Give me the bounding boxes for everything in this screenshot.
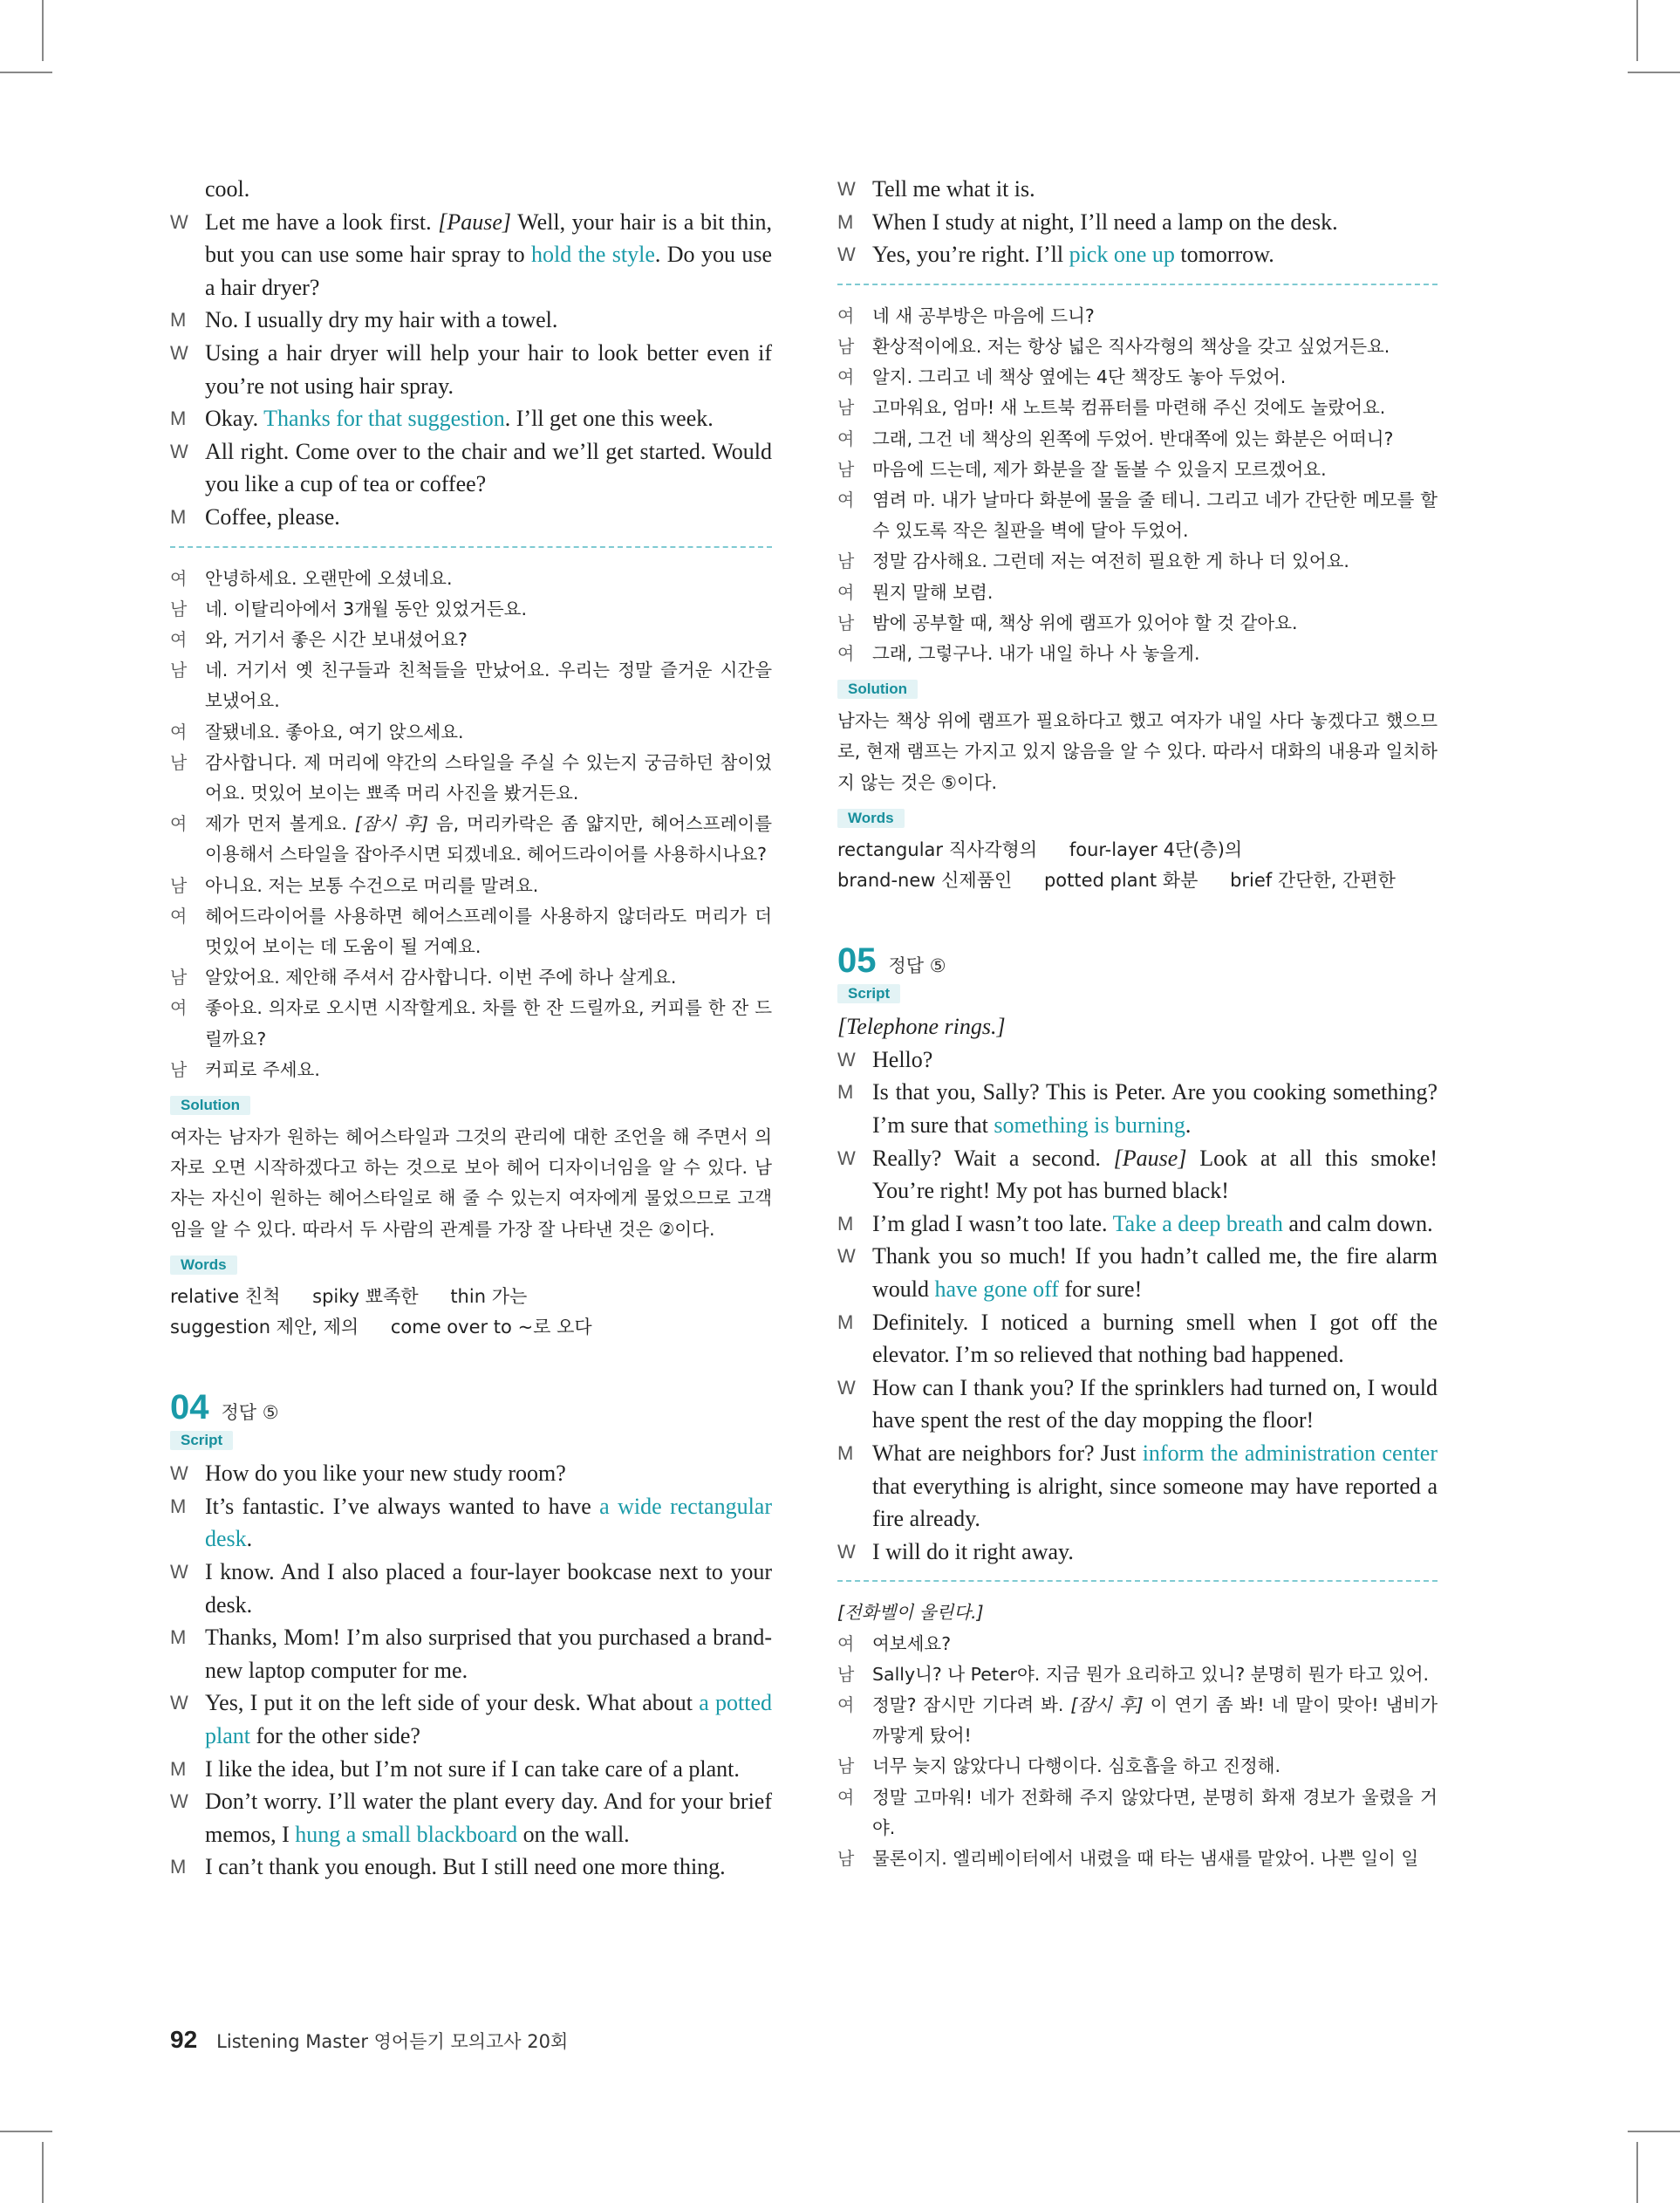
translation-line	[170, 962, 772, 993]
speaker-label: W	[170, 440, 188, 462]
line-text: 감사합니다. 제 머리에 약간의 스타일을 주실 수 있는지 궁금하던 참이었어요. 멋있어 보이는 뾰족 머리 사진을 봤거든요.	[205, 751, 772, 804]
words-list	[837, 835, 1438, 896]
left-column	[170, 173, 772, 1884]
question-number: 05	[837, 941, 877, 981]
line-text: I will do it right away.	[872, 1538, 1074, 1564]
translation-line	[170, 993, 772, 1054]
dashed-divider	[837, 1580, 1438, 1582]
line-text: 물론이지. 엘리베이터에서 내렸을 때 타는 냄새를 맡았어. 나쁜 일이 일	[872, 1847, 1419, 1869]
speaker-label: W	[170, 1790, 188, 1813]
dialogue-line	[837, 206, 1438, 239]
dialogue-line	[170, 1851, 772, 1884]
dialogue-line	[837, 173, 1438, 206]
dashed-divider	[170, 546, 772, 548]
line-text: 밤에 공부할 때, 책상 위에 램프가 있어야 할 것 같아요.	[872, 612, 1298, 633]
line-text: 그래, 그건 네 책상의 왼쪽에 두었어. 반대쪽에 있는 화분은 어떠니?	[872, 428, 1394, 449]
line-text: Really? Wait a second. [Pause] Look at all this smoke! You’re right! My pot has burned black!	[872, 1145, 1438, 1204]
speaker-label: 남	[170, 751, 188, 773]
line-text: I like the idea, but I’m not sure if I can take care of a plant.	[205, 1755, 740, 1782]
speaker-label: W	[170, 210, 188, 233]
line-text: 와, 거기서 좋은 시간 보내셨어요?	[205, 628, 468, 650]
question-05-header	[837, 941, 1438, 981]
speaker-label: 남	[837, 458, 855, 480]
line-text: 마음에 드는데, 제가 화분을 잘 돌볼 수 있을지 모르겠어요.	[872, 458, 1327, 480]
speaker-label: M	[170, 407, 187, 430]
dialogue-line	[837, 1076, 1438, 1141]
line-text: How do you like your new study room?	[205, 1461, 566, 1487]
translation-line	[837, 1844, 1438, 1874]
line-text: 정말 감사해요. 그런데 저는 여전히 필요한 게 하나 더 있어요.	[872, 551, 1349, 572]
dialogue-line	[837, 1043, 1438, 1077]
translation-line	[837, 301, 1438, 332]
dialogue-line	[170, 1621, 772, 1686]
speaker-label: 남	[837, 1663, 855, 1685]
translation-line	[837, 1690, 1438, 1751]
line-text: 커피로 주세요.	[205, 1058, 320, 1080]
word-item: brand-new 신제품인	[837, 870, 1013, 892]
dialogue-line	[170, 501, 772, 534]
line-text: 여보세요?	[872, 1632, 952, 1654]
speaker-label: W	[170, 1560, 188, 1583]
speaker-label: W	[170, 1692, 188, 1714]
highlighted-phrase: have gone off	[934, 1276, 1059, 1302]
speaker-label: M	[837, 1441, 854, 1464]
line-text: Tell me what it is.	[872, 176, 1035, 202]
speaker-label: 여	[170, 721, 188, 742]
speaker-label: M	[170, 1495, 187, 1517]
translation-stage-direction: [전화벨이 울린다.]	[837, 1602, 984, 1624]
solution-text: 남자는 책상 위에 램프가 필요하다고 했고 여자가 내일 사다 놓겠다고 했으므로, 현재 램프는 가지고 있지 않음을 알 수 있다. 따라서 대화의 내용과 일치하지 않는 것은 ⑤이다.	[837, 710, 1438, 793]
word-item: come over to ~로 오다	[390, 1317, 592, 1338]
translation-line	[837, 1659, 1438, 1690]
speaker-label: 여	[837, 1693, 855, 1715]
translation-block	[170, 564, 772, 1085]
translation-line	[170, 625, 772, 655]
speaker-label: 남	[837, 551, 855, 572]
speaker-label: W	[837, 178, 856, 200]
solution-badge: Solution	[170, 1096, 250, 1115]
dialogue-line	[170, 402, 772, 435]
words-badge: Words	[170, 1255, 237, 1275]
dialogue-line	[170, 1686, 772, 1752]
dialogue-line	[837, 1536, 1438, 1569]
line-text: Let me have a look first. [Pause] Well, your hair is a bit thin, but you can use some hair spray to hold the style. Do you use a hair dryer?	[205, 209, 772, 300]
dialogue-line	[170, 1457, 772, 1490]
stage-direction: [Pause]	[1113, 1145, 1187, 1171]
word-item: four-layer 4단(층)의	[1069, 838, 1243, 860]
word-item: suggestion 제안, 제의	[170, 1317, 359, 1338]
line-text: 아니요. 저는 보통 수건으로 머리를 말려요.	[205, 874, 539, 896]
translation-line	[837, 546, 1438, 577]
stage-direction: [잠시 후]	[1070, 1693, 1144, 1715]
script-continuation	[837, 173, 1438, 271]
script-block	[837, 1043, 1438, 1569]
line-text: All right. Come over to the chair and we’ll get started. Would you like a cup of tea or coffee?	[205, 438, 772, 497]
speaker-label: 여	[837, 643, 855, 665]
translation-line	[170, 871, 772, 901]
highlighted-phrase: hold the style	[530, 242, 655, 268]
page-footer	[170, 2026, 568, 2054]
dialogue-line	[170, 1556, 772, 1621]
crop-mark	[1636, 2142, 1638, 2203]
crop-mark	[1628, 72, 1680, 73]
speaker-label: 여	[170, 813, 188, 835]
speaker-label: M	[170, 505, 187, 528]
line-text: 정말 고마워! 네가 전화해 주지 않았다면, 분명히 화재 경보가 울렸을 거야.	[872, 1786, 1438, 1838]
dashed-divider	[837, 284, 1438, 285]
word-item: rectangular 직사각형의	[837, 838, 1038, 860]
speaker-label: 남	[837, 1847, 855, 1869]
line-text: Using a hair dryer will help your hair to look better even if you’re not using hair spray.	[205, 339, 772, 399]
translation-line	[837, 639, 1438, 669]
translation-line	[837, 485, 1438, 546]
dialogue-line	[837, 238, 1438, 271]
dialogue-line	[170, 206, 772, 304]
solution-badge: Solution	[837, 680, 918, 699]
word-item: relative 친척	[170, 1285, 281, 1307]
line-text: 안녕하세요. 오랜만에 오셨네요.	[205, 567, 453, 589]
dialogue-line	[170, 1490, 772, 1556]
speaker-label: 남	[837, 397, 855, 419]
translation-block	[837, 1629, 1438, 1875]
line-text: Yes, you’re right. I’ll pick one up tomorrow.	[872, 242, 1274, 268]
word-item: potted plant 화분	[1043, 870, 1199, 892]
right-column	[837, 173, 1438, 1874]
words-list	[170, 1282, 772, 1343]
script-badge: Script	[837, 984, 900, 1003]
speaker-label: 여	[170, 905, 188, 927]
highlighted-phrase: something is burning	[994, 1112, 1185, 1139]
line-text: How can I thank you? If the sprinklers had turned on, I would have spent the rest of the day mopping the floor!	[872, 1374, 1438, 1433]
speaker-label: W	[837, 243, 856, 266]
translation-line	[837, 608, 1438, 639]
speaker-label: 남	[170, 598, 188, 619]
line-text: No. I usually dry my hair with a towel.	[205, 307, 558, 333]
translation-line	[837, 1751, 1438, 1782]
crop-mark	[1628, 2131, 1680, 2132]
speaker-label: 여	[170, 628, 188, 650]
question-04-header	[170, 1388, 772, 1427]
stage-direction: [Pause]	[438, 209, 511, 235]
speaker-label: 남	[837, 612, 855, 633]
line-text: Don’t worry. I’ll water the plant every day. And for your brief memos, I hung a small blackboard on the wall.	[205, 1789, 772, 1847]
speaker-label: W	[170, 1462, 188, 1485]
speaker-label: 여	[837, 489, 855, 510]
crop-mark	[0, 72, 52, 73]
line-text: I know. And I also placed a four-layer bookcase next to your desk.	[205, 1558, 772, 1618]
footer-title: Listening Master 영어듣기 모의고사 20회	[216, 2031, 569, 2052]
script-continuation	[170, 173, 772, 534]
speaker-label: 남	[170, 874, 188, 896]
answer-label: 정답 ⑤	[221, 1402, 279, 1424]
dialogue-line	[170, 337, 772, 402]
line-text: I’m glad I wasn’t too late. Take a deep breath and calm down.	[872, 1210, 1433, 1236]
dialogue-line	[837, 1208, 1438, 1241]
line-text: 뭔지 말해 보렴.	[872, 581, 994, 603]
speaker-label: W	[837, 1048, 856, 1071]
page-number: 92	[170, 2026, 198, 2053]
line-text: 그래, 그렇구나. 내가 내일 하나 사 놓을게.	[872, 643, 1200, 665]
speaker-label: W	[837, 1146, 856, 1169]
line-text: When I study at night, I’ll need a lamp on the desk.	[872, 209, 1338, 235]
translation-line	[837, 362, 1438, 393]
translation-line	[837, 455, 1438, 485]
crop-mark	[42, 2142, 44, 2203]
translation-line	[170, 901, 772, 962]
highlighted-phrase: pick one up	[1069, 242, 1175, 268]
crop-mark	[42, 0, 44, 61]
line-text: 네 새 공부방은 마음에 드니?	[872, 304, 1095, 326]
answer-label: 정답 ⑤	[888, 955, 946, 977]
speaker-label: 여	[837, 581, 855, 603]
speaker-label: M	[837, 210, 854, 233]
line-text: Coffee, please.	[205, 503, 340, 530]
translation-line	[170, 717, 772, 748]
dialogue-line	[837, 1372, 1438, 1437]
line-text: Definitely. I noticed a burning smell when I got off the elevator. I’m so relieved that nothing bad happened.	[872, 1309, 1438, 1368]
highlighted-phrase: hung a small blackboard	[295, 1821, 518, 1847]
translation-line	[170, 1055, 772, 1085]
dialogue-line	[170, 1785, 772, 1851]
translation-line	[170, 564, 772, 594]
translation-line	[837, 578, 1438, 608]
speaker-label: 남	[837, 335, 855, 357]
words-badge: Words	[837, 809, 905, 828]
speaker-label: 여	[837, 1632, 855, 1654]
translation-line	[837, 1782, 1438, 1844]
line-text: 잘됐네요. 좋아요, 여기 앉으세요.	[205, 721, 464, 742]
speaker-label: 여	[837, 304, 855, 326]
dialogue-line	[170, 173, 772, 206]
speaker-label: 여	[170, 567, 188, 589]
line-text: 환상적이에요. 저는 항상 넓은 직사각형의 책상을 갖고 싶었거든요.	[872, 335, 1390, 357]
line-text: 정말? 잠시만 기다려 봐. [잠시 후] 이 연기 좀 봐! 네 말이 맞아! 냄비가 까맣게 탔어!	[872, 1693, 1438, 1747]
word-item: spiky 뾰족한	[312, 1285, 419, 1307]
line-text: I can’t thank you enough. But I still need one more thing.	[205, 1854, 726, 1880]
speaker-label: M	[170, 1626, 187, 1649]
speaker-label: M	[837, 1310, 854, 1333]
script-block	[170, 1457, 772, 1884]
highlighted-phrase: a potted plant	[205, 1690, 772, 1748]
translation-line	[837, 393, 1438, 423]
line-text: 알지. 그리고 네 책상 옆에는 4단 책장도 놓아 두었어.	[872, 366, 1287, 388]
line-text: Sally니? 나 Peter야. 지금 뭔가 요리하고 있니? 분명히 뭔가 타고 있어.	[872, 1663, 1430, 1685]
stage-direction: [잠시 후]	[354, 813, 429, 835]
translation-line	[837, 1629, 1438, 1659]
speaker-label: M	[170, 1757, 187, 1780]
speaker-label: 남	[170, 1058, 188, 1080]
highlighted-phrase: Thanks for that suggestion	[263, 406, 505, 432]
word-item: brief 간단한, 간편한	[1230, 870, 1396, 892]
speaker-label: 남	[170, 967, 188, 989]
highlighted-phrase: a wide rectangular desk	[205, 1493, 772, 1552]
line-text: Is that you, Sally? This is Peter. Are you cooking something? I’m sure that something is burning.	[872, 1079, 1438, 1139]
solution-text: 여자는 남자가 원하는 헤어스타일과 그것의 관리에 대한 조언을 해 주면서 의자로 오면 시작하겠다고 하는 것으로 보아 헤어 디자이너임을 알 수 있다. 남자는 자신이 원하는 헤어스타일로 해 줄 수 있는지 여자에게 물었으므로 고객임을 알 수 있다. 따라서 두 사람의 관계를 가장 잘 나타낸 것은 ②이다.	[170, 1125, 772, 1240]
speaker-label: M	[837, 1081, 854, 1104]
dialogue-line	[837, 1142, 1438, 1208]
speaker-label: 여	[170, 997, 188, 1019]
crop-mark	[0, 2131, 52, 2132]
line-text: 고마워요, 엄마! 새 노트북 컴퓨터를 마련해 주신 것에도 놀랐어요.	[872, 397, 1386, 419]
line-text: Thanks, Mom! I’m also surprised that you purchased a brand-new laptop computer for me.	[205, 1625, 772, 1683]
speaker-label: 여	[837, 366, 855, 388]
question-number: 04	[170, 1388, 209, 1427]
line-text: 헤어드라이어를 사용하면 헤어스프레이를 사용하지 않더라도 머리가 더 멋있어 보이는 데 도움이 될 거예요.	[205, 905, 772, 957]
crop-mark	[1636, 0, 1638, 61]
speaker-label: W	[837, 1245, 856, 1268]
translation-line	[170, 748, 772, 809]
speaker-label: 남	[170, 660, 188, 681]
line-text: What are neighbors for? Just inform the administration center that everything is alright, since someone may have reported a fire already.	[872, 1440, 1438, 1532]
speaker-label: 남	[837, 1755, 855, 1777]
highlighted-phrase: Take a deep breath	[1112, 1210, 1283, 1236]
line-text: 좋아요. 의자로 오시면 시작할게요. 차를 한 잔 드릴까요, 커피를 한 잔 드릴까요?	[205, 997, 772, 1050]
script-badge: Script	[170, 1431, 233, 1450]
highlighted-phrase: inform the administration center	[1142, 1440, 1438, 1466]
line-text: 네. 이탈리아에서 3개월 동안 있었거든요.	[205, 598, 527, 619]
line-text: 알았어요. 제안해 주셔서 감사합니다. 이번 주에 하나 살게요.	[205, 967, 677, 989]
line-text: Thank you so much! If you hadn’t called me, the fire alarm would have gone off for sure!	[872, 1243, 1438, 1302]
speaker-label: M	[170, 309, 187, 332]
translation-line	[170, 655, 772, 716]
line-text: Okay. Thanks for that suggestion. I’ll get one this week.	[205, 406, 714, 432]
dialogue-line	[837, 1437, 1438, 1536]
translation-block	[837, 301, 1438, 669]
dialogue-line	[170, 435, 772, 501]
translation-line	[170, 594, 772, 625]
translation-line	[837, 424, 1438, 455]
speaker-label: M	[837, 1212, 854, 1235]
line-text: 염려 마. 내가 날마다 화분에 물을 줄 테니. 그리고 네가 간단한 메모를 할 수 있도록 작은 칠판을 벽에 달아 두었어.	[872, 489, 1438, 542]
translation-line	[170, 809, 772, 870]
speaker-label: 여	[837, 428, 855, 449]
line-text: 네. 거기서 옛 친구들과 친척들을 만났어요. 우리는 정말 즐거운 시간을 보냈어요.	[205, 660, 772, 712]
speaker-label: W	[170, 341, 188, 364]
dialogue-line	[837, 1240, 1438, 1305]
dialogue-line	[837, 1306, 1438, 1372]
speaker-label: W	[837, 1376, 856, 1399]
stage-direction: [Telephone rings.]	[837, 1014, 1006, 1040]
translation-line	[837, 332, 1438, 362]
line-text: 너무 늦지 않았다니 다행이다. 심호흡을 하고 진정해.	[872, 1755, 1280, 1777]
dialogue-line	[170, 304, 772, 337]
line-text: 제가 먼저 볼게요. [잠시 후] 음, 머리카락은 좀 얇지만, 헤어스프레이를 이용해서 스타일을 잡아주시면 되겠네요. 헤어드라이어를 사용하시나요?	[205, 813, 773, 865]
word-item: thin 가는	[450, 1285, 528, 1307]
line-text: It’s fantastic. I’ve always wanted to have a wide rectangular desk.	[205, 1493, 772, 1552]
speaker-label: 여	[837, 1786, 855, 1808]
line-text: Yes, I put it on the left side of your desk. What about a potted plant for the other side?	[205, 1690, 772, 1748]
speaker-label: W	[837, 1540, 856, 1563]
line-text: cool.	[205, 176, 250, 202]
speaker-label: M	[170, 1856, 187, 1878]
dialogue-line	[170, 1753, 772, 1786]
line-text: Hello?	[872, 1046, 933, 1072]
